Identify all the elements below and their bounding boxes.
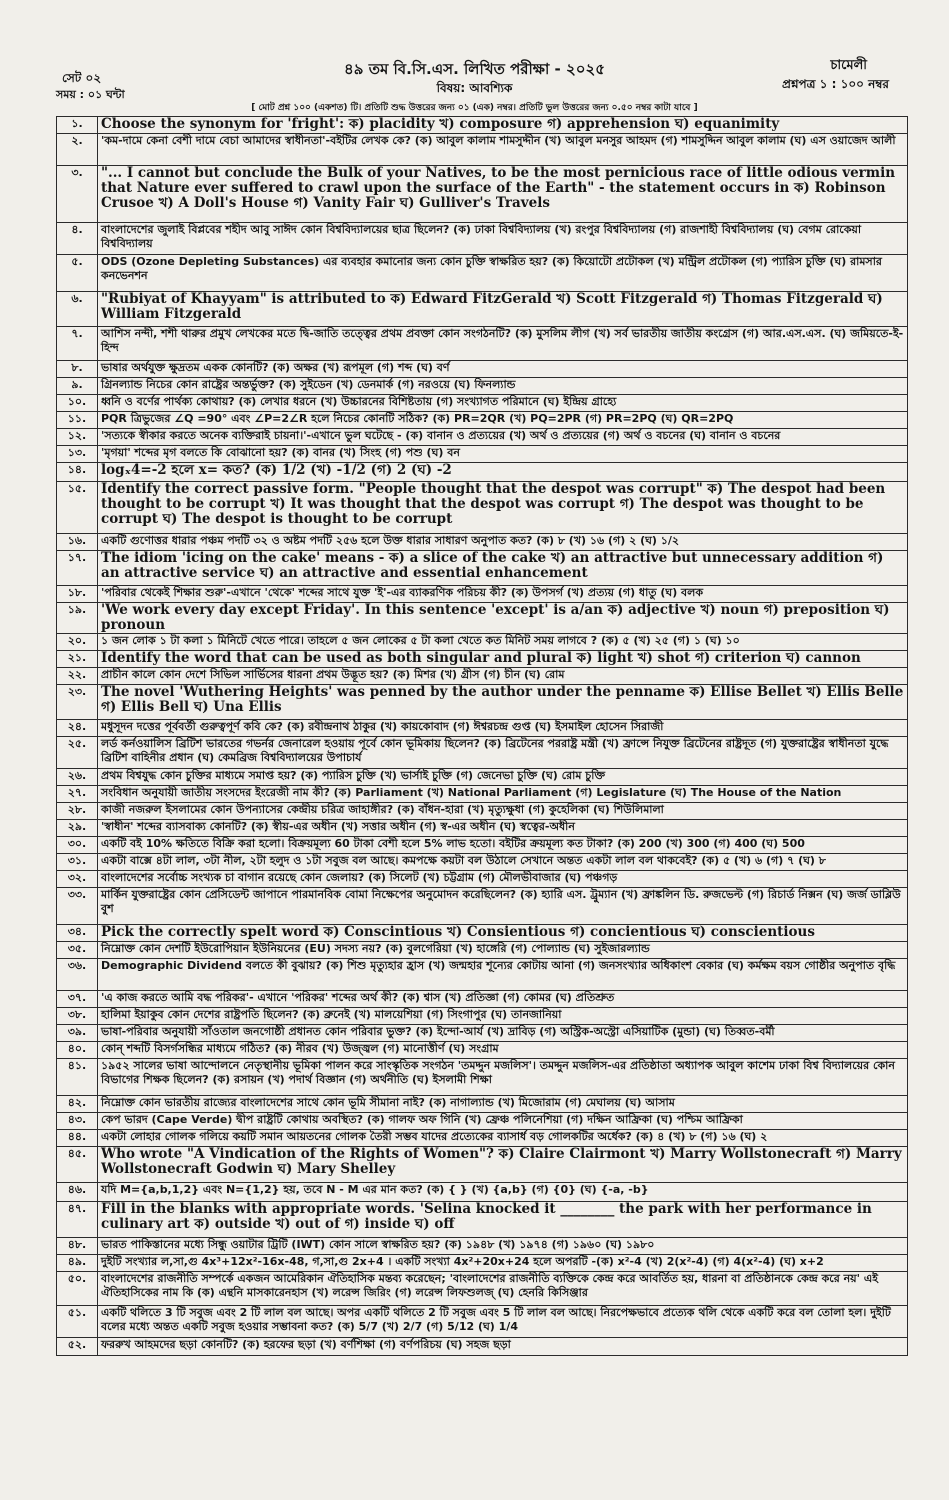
question-text: Who wrote "A Vindication of the Rights of Women"? ক) Claire Clairmont খ) Marry Wollstonecraft গ) Marry Wollstonecraft Godwin ঘ) Mary Shelley	[98, 1147, 908, 1183]
question-number: ৯.	[57, 378, 98, 395]
question-text: একটি থলিতে 3 টি সবুজ এবং 2 টি লাল বল আছে। অপর একটি থলিতে 2 টি সবুজ এবং 5 টি লাল বল আছে। নিরপেক্ষভাবে প্রত্যেক থলি থেকে একটি করে বল তোলা হল। দুইটি বলের মধ্যে অন্তত একটি সবুজ হওয়ার সম্ভাবনা কত? (ক) 5/7 (খ) 2/7 (গ) 5/12 (ঘ) 1/4	[98, 1306, 908, 1338]
question-number: ২৭.	[57, 786, 98, 803]
question-number: ৩৫.	[57, 942, 98, 959]
question-row	[57, 991, 908, 1008]
question-row	[57, 1130, 908, 1147]
paper-marks: প্রশ্নপত্র ১ : ১০০ নম্বর	[782, 77, 889, 91]
question-row	[57, 1306, 908, 1338]
question-row	[57, 685, 908, 720]
question-text: Demographic Dividend বলতে কী বুঝায়? (ক) শিশু মৃত্যুহার হ্রাস (খ) জন্মহার শূন্যের কোটায় আনা (গ) জনসংখ্যার অধিকাংশ বেকার (ঘ) কর্মক্ষম বয়স গোষ্ঠীর অনুপাত বৃদ্ধি	[98, 959, 908, 991]
question-row	[57, 1338, 908, 1356]
question-text: ODS (Ozone Depleting Substances) এর ব্যবহার কমানোর জন্য কোন চুক্তি স্বাক্ষরিত হয়? (ক) কিয়োটো প্রটোকল (খ) মন্ট্রিল প্রটোকল (গ) প্যারিস চুক্তি (ঘ) রামসার কনভেনশন	[98, 255, 908, 292]
question-row	[57, 803, 908, 820]
question-text: ১ জন লোক ১ টা কলা ১ মিনিটে খেতে পারে। তাহলে ৫ জন লোকের ৫ টা কলা খেতে কত মিনিট সময় লাগবে ? (ক) ৫ (খ) ২৫ (গ) ১ (ঘ) ১০	[98, 634, 908, 651]
question-text: একটা বাক্সে ৪টা লাল, ৩টা নীল, ২টা হলুদ ও ১টা সবুজ বল আছে। কমপক্ষে কয়টা বল উঠালে সেখানে অন্তত একটা লাল বল থাকবেই? (ক) ৫ (খ) ৬ (গ) ৭ (ঘ) ৮	[98, 854, 908, 871]
question-number: ২৬.	[57, 769, 98, 786]
question-number: ৫.	[57, 255, 98, 292]
question-text: ভাষার অর্থযুক্ত ক্ষুদ্রতম একক কোনটি? (ক) অক্ষর (খ) রূপমূল (গ) শব্দ (ঘ) বর্ণ	[98, 361, 908, 378]
question-row	[57, 534, 908, 551]
question-text: "... I cannot but conclude the Bulk of your Natives, to be the most pernicious race of little odious vermin that Nature ever suffered to crawl upon the surface of the Earth" - the statement occurs in ক) Robinson Crusoe খ) A Doll's House গ) Vanity Fair ঘ) Gulliver's Travels	[98, 166, 908, 223]
question-row	[57, 166, 908, 223]
question-text: গ্রিনল্যান্ড নিচের কোন রাষ্ট্রের অন্তর্ভুক্ত? (ক) সুইডেন (খ) ডেনমার্ক (গ) নরওয়ে (ঘ) ফিনল্যান্ড	[98, 378, 908, 395]
question-number: ৩৬.	[57, 959, 98, 991]
question-text: 'কম-দামে কেনা বেশী দামে বেচা আমাদের স্বাধীনতা'-বইটির লেখক কে? (ক) আবুল কালাম শামসুদ্দীন (খ) আবুল মনসুর আহমদ (গ) শামসুদ্দিন আবুল কালাম (ঘ) এস ওয়াজেদ আলী	[98, 134, 908, 166]
question-number: ২১.	[57, 651, 98, 668]
question-number: ১৫.	[57, 482, 98, 534]
exam-title: ৪৯ তম বি.সি.এস. লিখিত পরীক্ষা - ২০২৫	[344, 60, 605, 78]
question-number: ৩৮.	[57, 1008, 98, 1025]
question-text: PQR ত্রিভুজের ∠Q =90° এবং ∠P=2∠R হলে নিচের কোনটি সঠিক? (ক) PR=2QR (খ) PQ=2PR (গ) PR=2PQ (ঘ) QR=2PQ	[98, 412, 908, 429]
question-row	[57, 737, 908, 769]
question-row	[57, 1042, 908, 1059]
question-text: কোন্ শব্দটি বিসর্গসন্ধির মাধ্যমে গঠিত? (ক) নীরব (খ) উজ্জ্বল (গ) মানোত্তীর্ণ (ঘ) সংগ্রাম	[98, 1042, 908, 1059]
question-number: ২৪.	[57, 720, 98, 737]
question-row	[57, 1059, 908, 1096]
question-row	[57, 888, 908, 925]
question-row	[57, 1272, 908, 1306]
question-number: ৪১.	[57, 1059, 98, 1096]
question-row	[57, 786, 908, 803]
question-row	[57, 925, 908, 942]
question-text: কেপ ভারদ (Cape Verde) দ্বীপ রাষ্ট্রটি কোথায় অবস্থিত? (ক) গালফ অফ গিনি (খ) ফ্রেঞ্চ পলিনেশিয়া (গ) দক্ষিন আফ্রিকা (ঘ) পশ্চিম আফ্রিকা	[98, 1113, 908, 1130]
question-text: বাংলাদেশের জুলাই বিপ্লবের শহীদ আবু সাঈদ কোন বিশ্ববিদ্যালয়ের ছাত্র ছিলেন? (ক) ঢাকা বিশ্ববিদ্যালয় (খ) রংপুর বিশ্ববিদ্যালয় (গ) রাজশাহী বিশ্ববিদ্যালয় (ঘ) বেগম রোকেয়া বিশ্ববিদ্যালয়	[98, 223, 908, 255]
question-number: ৫০.	[57, 1272, 98, 1306]
question-number: ১৪.	[57, 463, 98, 482]
question-text: The novel 'Wuthering Heights' was penned by the author under the penname ক) Ellise Bellet খ) Ellis Belle গ) Ellis Bell ঘ) Una Ellis	[98, 685, 908, 720]
question-row	[57, 223, 908, 255]
question-row	[57, 134, 908, 166]
question-number: ১.	[57, 117, 98, 134]
question-row	[57, 395, 908, 412]
question-row	[57, 446, 908, 463]
question-number: ৪৩.	[57, 1113, 98, 1130]
question-number: ৩০.	[57, 837, 98, 854]
question-number: ২২.	[57, 668, 98, 685]
question-text: নিম্নোক্ত কোন দেশটি ইউরোপিয়ান ইউনিয়নের (EU) সদস্য নয়? (ক) বুলগেরিয়া (খ) হাঙ্গেরি (গ) পোল্যান্ড (ঘ) সুইজারল্যান্ড	[98, 942, 908, 959]
question-text: 'মৃগয়া' শব্দের মৃগ বলতে কি বোঝানো হয়? (ক) বানর (খ) সিংহ (গ) পশু (ঘ) বন	[98, 446, 908, 463]
question-text: মধুসূদন দত্তের পূর্ববর্তী গুরুত্বপূর্ণ কবি কে? (ক) রবীন্দ্রনাথ ঠাকুর (খ) কায়কোবাদ (গ) ঈশ্বরচন্দ্র গুপ্ত (ঘ) ইসমাইল হোসেন সিরাজী	[98, 720, 908, 737]
question-number: ৪৫.	[57, 1147, 98, 1183]
question-number: ৪০.	[57, 1042, 98, 1059]
question-row	[57, 1113, 908, 1130]
question-row	[57, 837, 908, 854]
question-row	[57, 327, 908, 361]
question-row	[57, 292, 908, 327]
question-text: হালিমা ইয়াকুব কোন দেশের রাষ্ট্রপতি ছিলেন? (ক) ব্রুনেই (খ) মালয়েশিয়া (গ) সিংগাপুর (ঘ) তানজানিয়া	[98, 1008, 908, 1025]
question-text: মার্কিন যুক্তরাষ্ট্রের কোন প্রেসিডেন্ট জাপানে পারমানবিক বোমা নিক্ষেপের অনুমোদন করেছিলেন? (ক) হ্যারি এস. ট্রুম্যান (খ) ফ্রাঙ্কলিন ডি. রুজভেল্ট (গ) রিচার্ড নিক্সন (ঘ) জর্জ ডাব্লিউ বুশ	[98, 888, 908, 925]
question-row	[57, 378, 908, 395]
question-row	[57, 1255, 908, 1272]
question-text: logₓ4=-2 হলে x= কত? (ক) 1/2 (খ) -1/2 (গ) 2 (ঘ) -2	[98, 463, 908, 482]
question-text: 'সত্যকে স্বীকার করতে অনেক ব্যক্তিরাই চায়না।'-এখানে ভুল ঘটেছে - (ক) বানান ও প্রত্যয়ের (খ) অর্থ ও প্রত্যয়ের (গ) অর্থ ও বচনের (ঘ) বানান ও বচনের	[98, 429, 908, 446]
question-text: বাংলাদেশের রাজনীতি সম্পর্কে একজন আমেরিকান ঐতিহাসিক মন্তব্য করেছেন; 'বাংলাদেশের রাজনীতি ব্যক্তিকে কেন্দ্র করে আবর্তিত হয়, ধারনা বা প্রতিষ্ঠানকে কেন্দ্র করে নয়' এই ঐতিহাসিকের নাম কি (ক) এন্থনি মাসকারেনহাস (খ) লরেন্স জিরিং (গ) লরেন্স লিফশুলজ্ (ঘ) হেনরি কিসিঞ্জার	[98, 1272, 908, 1306]
question-row	[57, 361, 908, 378]
set-label: সেট ০২	[62, 71, 102, 85]
question-row	[57, 871, 908, 888]
question-row	[57, 854, 908, 871]
question-number: ৪৬.	[57, 1183, 98, 1202]
set-name: চামেলী	[830, 58, 867, 73]
question-row	[57, 720, 908, 737]
question-text: "Rubiyat of Khayyam" is attributed to ক) Edward FitzGerald খ) Scott Fitzgerald গ) Thomas Fitzgerald ঘ) William Fitzgerald	[98, 292, 908, 327]
question-number: ১৮.	[57, 586, 98, 603]
question-text: একটি গুণোত্তর ধারার পঞ্চম পদটি ৩২ ও অষ্টম পদটি ২৫৬ হলে উক্ত ধারার সাধারণ অনুপাত কত? (ক) ৮ (খ) ১৬ (গ) ২ (ঘ) ১/২	[98, 534, 908, 551]
question-text: লর্ড কর্নওয়ালিস ব্রিটিশ ভারতের গভর্নর জেনারেল হওয়ায় পূর্বে কোন ভূমিকায় ছিলেন? (ক) ব্রিটেনের পররাষ্ট্র মন্ত্রী (খ) ফ্রান্সে নিযুক্ত ব্রিটেনের রাষ্ট্রদূত (গ) যুক্তরাষ্ট্রের স্বাধীনতা যুদ্ধে ব্রিটিশ বাহিনীর প্রধান (ঘ) কেমব্রিজ বিশ্ববিদ্যালয়ের উপাচার্য	[98, 737, 908, 769]
question-number: ২৯.	[57, 820, 98, 837]
question-text: 'এ কাজ করতে আমি বদ্ধ পরিকর'- এখানে 'পরিকর' শব্দের অর্থ কী? (ক) শ্বাস (খ) প্রতিজ্ঞা (গ) কোমর (ঘ) প্রতিশ্রুত	[98, 991, 908, 1008]
question-number: ১২.	[57, 429, 98, 446]
question-number: ১৬.	[57, 534, 98, 551]
question-text: ভাষা-পরিবার অনুযায়ী সাঁওতাল জনগোষ্ঠী প্রধানত কোন পরিবার ভুক্ত? (ক) ইন্দো-আর্য (খ) দ্রাবিড় (গ) অস্ট্রিক-অস্ট্রো এসিয়াটিক (মুন্ডা) (ঘ) তিব্বত-বর্মী	[98, 1025, 908, 1042]
question-row	[57, 117, 908, 134]
question-text: সংবিধান অনুযায়ী জাতীয় সংসদের ইংরেজী নাম কী? (ক) Parliament (খ) National Parliament (গ) Legislature (ঘ) The House of the Nation	[98, 786, 908, 803]
question-text: একটি বই 10% ক্ষতিতে বিক্রি করা হলো। বিক্রয়মূল্য 60 টাকা বেশী হলে 5% লাভ হতো। বইটির ক্রয়মূল্য কত টাকা? (ক) 200 (খ) 300 (গ) 400 (ঘ) 500	[98, 837, 908, 854]
question-table	[56, 116, 908, 1356]
question-text: Choose the synonym for 'fright': ক) placidity খ) composure গ) apprehension ঘ) equanimity	[98, 117, 908, 134]
question-number: ৫২.	[57, 1338, 98, 1356]
question-text: 'স্বাধীন' শব্দের ব্যাসবাক্য কোনটি? (ক) স্বীয়-এর অধীন (খ) সত্তার অধীন (গ) স্ব-এর অধীন (ঘ) স্বত্বের-অধীন	[98, 820, 908, 837]
question-text: একটা লোহার গোলক গলিয়ে কয়টি সমান আয়তনের গোলক তৈরী সম্ভব যাদের প্রত্যেকের ব্যাসার্ধ বড় গোলকটির অর্ধেক? (ক) ৪ (খ) ৮ (গ) ১৬ (ঘ) ২	[98, 1130, 908, 1147]
question-number: ২৫.	[57, 737, 98, 769]
question-row	[57, 603, 908, 634]
question-row	[57, 668, 908, 685]
question-number: ১১.	[57, 412, 98, 429]
question-row	[57, 255, 908, 292]
question-text: ফররুখ আহমদের ছড়া কোনটি? (ক) হরফের ছড়া (খ) বর্ণশিক্ষা (গ) বর্ণপরিচয় (ঘ) সহজ ছড়া	[98, 1338, 908, 1356]
question-number: ৪২.	[57, 1096, 98, 1113]
question-text: Fill in the blanks with appropriate words. 'Selina knocked it ________ the park with her performance in culinary art ক) outside খ) out of গ) inside ঘ) off	[98, 1202, 908, 1238]
question-text: বাংলাদেশের সর্বোচ্চ সংখ্যক চা বাগান রয়েছে কোন জেলায়? (ক) সিলেট (খ) চট্টগ্রাম (গ) মৌলভীবাজার (ঘ) পঞ্চগড়	[98, 871, 908, 888]
question-row	[57, 1147, 908, 1183]
question-number: ৪৯.	[57, 1255, 98, 1272]
question-text: Identify the word that can be used as both singular and plural ক) light খ) shot গ) criterion ঘ) cannon	[98, 651, 908, 668]
question-number: ৩৭.	[57, 991, 98, 1008]
question-number: ২.	[57, 134, 98, 166]
question-text: ভারত পাকিস্তানের মধ্যে সিন্ধু ওয়াটার ট্রিটি (IWT) কোন সালে স্বাক্ষরিত হয়? (ক) ১৯৪৮ (খ) ১৯৭৪ (গ) ১৯৬০ (ঘ) ১৯৮০	[98, 1238, 908, 1255]
question-text: Identify the correct passive form. "People thought that the despot was corrupt" ক) The despot had been thought to be corrupt খ) It was thought that the despot was corrupt গ) The despot was thought to be corrupt ঘ) The despot is thought to be corrupt	[98, 482, 908, 534]
question-number: ৩৯.	[57, 1025, 98, 1042]
question-row	[57, 463, 908, 482]
question-text: কাজী নজরুল ইসলামের কোন উপন্যাসের কেন্দ্রীয় চরিত্র জাহাঙ্গীর? (ক) বাঁধন-হারা (খ) মৃত্যুক্ষুধা (গ) কুহেলিকা (ঘ) শিউলিমালা	[98, 803, 908, 820]
instructions: [ মোট প্রশ্ন ১০০ (একশত) টি। প্রতিটি শুদ্ধ উত্তরের জন্য ০১ (এক) নম্বর। প্রতিটি ভুল উত্তরের জন্য ০.৫০ নম্বর কাটা যাবে ]	[251, 103, 698, 113]
question-row	[57, 1008, 908, 1025]
time-label: সময় : ০১ ঘন্টা	[56, 88, 125, 101]
question-number: ১৭.	[57, 551, 98, 586]
question-number: ৪৪.	[57, 1130, 98, 1147]
question-row	[57, 586, 908, 603]
question-number: ১৯.	[57, 603, 98, 634]
question-row	[57, 769, 908, 786]
question-number: ৪৮.	[57, 1238, 98, 1255]
question-row	[57, 1183, 908, 1202]
question-number: ২৮.	[57, 803, 98, 820]
question-number: ৬.	[57, 292, 98, 327]
question-row	[57, 1096, 908, 1113]
question-text: প্রাচীন কালে কোন দেশে সিভিল সার্ভিসের ধারনা প্রথম উদ্ভূত হয়? (ক) মিশর (খ) গ্রীস (গ) চীন (ঘ) রোম	[98, 668, 908, 685]
question-number: ৪৭.	[57, 1202, 98, 1238]
question-text: নিম্নোক্ত কোন ভারতীয় রাজ্যের বাংলাদেশের সাথে কোন ভূমি সীমানা নাই? (ক) নাগাল্যান্ড (খ) মিজোরাম (গ) মেঘালয় (ঘ) আসাম	[98, 1096, 908, 1113]
question-number: ৭.	[57, 327, 98, 361]
question-row	[57, 551, 908, 586]
question-row	[57, 634, 908, 651]
question-text: প্রথম বিশ্বযুদ্ধ কোন চুক্তির মাধ্যমে সমাপ্ত হয়? (ক) প্যারিস চুক্তি (খ) ভার্সাই চুক্তি (গ) জেনেভা চুক্তি (ঘ) রোম চুক্তি	[98, 769, 908, 786]
question-row	[57, 942, 908, 959]
question-number: ৩২.	[57, 871, 98, 888]
question-number: ৫১.	[57, 1306, 98, 1338]
question-row	[57, 651, 908, 668]
question-row	[57, 820, 908, 837]
question-text: 'We work every day except Friday'. In this sentence 'except' is a/an ক) adjective খ) noun গ) preposition ঘ) pronoun	[98, 603, 908, 634]
question-number: ২৩.	[57, 685, 98, 720]
question-row	[57, 1202, 908, 1238]
question-row	[57, 1025, 908, 1042]
question-text: দুইটি সংখ্যার ল,সা,গু 4x³+12x²-16x-48, গ,সা,গু 2x+4 । একটি সংখ্যা 4x²+20x+24 হলে অপরটি -(ক) x²-4 (খ) 2(x²-4) (গ) 4(x²-4) (ঘ) x+2	[98, 1255, 908, 1272]
subject-label: বিষয়: আবশ্যিক	[436, 81, 513, 95]
question-text: ধ্বনি ও বর্ণের পার্থক্য কোথায়? (ক) লেখার ধরনে (খ) উচ্চারনের বিশিষ্টতায় (গ) সংখ্যাগত পরিমানে (ঘ) ইন্দ্রিয় গ্রাহ্যে	[98, 395, 908, 412]
question-row	[57, 1238, 908, 1255]
question-number: ৮.	[57, 361, 98, 378]
question-row	[57, 959, 908, 991]
question-row	[57, 482, 908, 534]
question-number: ৩১.	[57, 854, 98, 871]
question-text: The idiom 'icing on the cake' means - ক) a slice of the cake খ) an attractive but unnecessary addition গ) an attractive service ঘ) an attractive and essential enhancement	[98, 551, 908, 586]
question-number: ৩৪.	[57, 925, 98, 942]
question-text: যদি M={a,b,1,2} এবং N={1,2} হয়, তবে N - M এর মান কত? (ক) { } (খ) {a,b} (গ) {0} (ঘ) {-a, -b}	[98, 1183, 908, 1202]
question-text: 'পরিবার থেকেই শিক্ষার শুরু'-এখানে 'থেকে' শব্দের সাথে যুক্ত 'ই'-এর ব্যাকরণিক পরিচয় কী? (ক) উপসর্গ (খ) প্রত্যয় (গ) ধাতু (ঘ) বলক	[98, 586, 908, 603]
question-number: ১৩.	[57, 446, 98, 463]
question-row	[57, 429, 908, 446]
question-row	[57, 412, 908, 429]
question-number: ১০.	[57, 395, 98, 412]
question-number: ৩৩.	[57, 888, 98, 925]
question-number: ৪.	[57, 223, 98, 255]
question-number: ৩.	[57, 166, 98, 223]
question-text: আশিস নন্দী, শশী থারুর প্রমুখ লেখকের মতে দ্বি-জাতি তত্ত্বের প্রথম প্রবক্তা কোন সংগঠনটি? (ক) মুসলিম লীগ (খ) সর্ব ভারতীয় জাতীয় কংগ্রেস (গ) আর.এস.এস. (ঘ) জমিয়তে-ই-হিন্দ	[98, 327, 908, 361]
question-text: ১৯৫২ সালের ভাষা আন্দোলনে নেতৃস্থানীয় ভূমিকা পালন করে সাংস্কৃতিক সংগঠন 'তমদ্দুন মজলিস'। তমদ্দুন মজলিস-এর প্রতিষ্ঠাতা অধ্যাপক আবুল কাশেম ঢাকা বিশ্ব বিদ্যালয়ের কোন বিভাগের শিক্ষক ছিলেন? (ক) রসায়ন (খ) পদার্থ বিজ্ঞান (গ) অর্থনীতি (ঘ) ইসলামী শিক্ষা	[98, 1059, 908, 1096]
question-text: Pick the correctly spelt word ক) Conscintious খ) Consientious গ) concientious ঘ) conscientious	[98, 925, 908, 942]
question-number: ২০.	[57, 634, 98, 651]
